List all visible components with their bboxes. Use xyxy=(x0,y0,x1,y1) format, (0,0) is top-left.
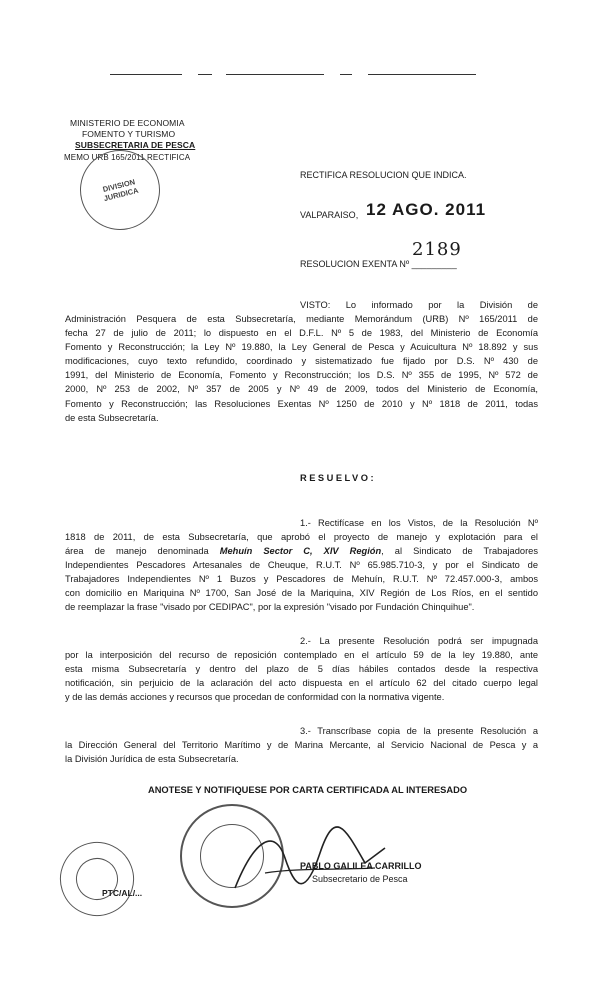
visto-first-line: VISTO: Lo informado por la División de xyxy=(300,300,538,310)
ministry-subtitle: FOMENTO Y TURISMO xyxy=(82,129,176,139)
text-run: , al Sindicato de Trabajadores xyxy=(381,546,538,557)
place-label: VALPARAISO, xyxy=(300,210,359,220)
point-1-line: 1818 de 2011, de esta Subsecretaría, que aprobó el proyecto de manejo y explotación para el xyxy=(65,532,538,542)
point-1-line: con domicilio en Mariquina Nº 1700, San José de la Mariquina, XIV Región de Los Ríos, en el sentido xyxy=(65,588,538,599)
visto-line: Fomento y Reconstrucción; la Ley Nº 19.880, la Ley General de Pesca y Acuicultura Nº 18.892 y sus xyxy=(65,342,538,353)
resolution-number: 2189 xyxy=(412,239,462,260)
resuelvo-heading: RESUELVO: xyxy=(300,473,377,483)
stamp-text: DIVISION JURIDICA xyxy=(101,177,140,204)
point-1-line xyxy=(65,544,538,558)
header-rule xyxy=(368,74,476,75)
closing-formula: ANOTESE Y NOTIFIQUESE POR CARTA CERTIFICADA AL INTERESADO xyxy=(148,785,468,795)
visto-line: 2000, Nº 253 de 2002, Nº 357 de 2005 y Nº 49 de 2009, todos del Ministerio de Economía, xyxy=(65,384,538,395)
point-2-line: notificación, sin perjuicio de la aclaración del acto dispuesta en el artículo 62 del citado cuerpo legal xyxy=(65,678,538,689)
resolution-label xyxy=(300,259,457,269)
visto-line: de esta Subsecretaría. xyxy=(65,412,159,423)
initials: PTC/AL/... xyxy=(102,888,143,898)
point-2-line: y de las demás acciones y recursos que procedan de conformidad con la normativa vigente. xyxy=(65,692,445,703)
visto-line: 1991, del Ministerio de Economía, Fomento y Reconstrucción; los D.S. Nº 355 de 1995, Nº 572 de xyxy=(65,370,538,381)
point-3-line: la División Jurídica de esta Subsecretaría. xyxy=(65,754,239,765)
point-3-paragraph xyxy=(65,738,538,766)
visto-line: Administración Pesquera de esta Subsecretaría, mediante Memorándum (URB) Nº 165/2011 de xyxy=(65,314,538,324)
memo-reference: MEMO URB 165/2011 RECTIFICA xyxy=(64,153,191,162)
header-rule xyxy=(198,74,212,75)
visto-paragraph xyxy=(65,312,538,425)
point-2-line: por la interposición del recurso de reposición contemplado en el artículo 59 de la ley 19.880, ante xyxy=(65,650,538,660)
point-2-paragraph xyxy=(65,648,538,704)
point-1-first-line: 1.- Rectifícase en los Vistos, de la Resolución Nº xyxy=(300,518,538,528)
point-3-line: la Dirección General del Territorio Marítimo y de Marina Mercante, al Servicio Nacional de Pesca y a xyxy=(65,740,538,750)
text-run: área de manejo denominada xyxy=(65,546,220,557)
point-2-line: esta misma Subsecretaría y dentro del plazo de 5 días hábiles contados desde la respectiva xyxy=(65,664,538,675)
visto-line: modificaciones, cuyo texto refundido, coordinado y sistematizado fue fijado por D.S. Nº 430 de xyxy=(65,356,538,367)
point-1-line: Independientes Pescadores Artesanales de Cheuque, R.U.T. Nº 65.985.710-3, y por el Sindicato de xyxy=(65,560,538,571)
point-1-paragraph xyxy=(65,530,538,615)
document-subject: RECTIFICA RESOLUCION QUE INDICA. xyxy=(300,170,467,180)
subsecretaria-seal xyxy=(50,832,145,927)
visto-line: Fomento y Reconstrucción; las Resoluciones Exentas Nº 1250 de 2010 y Nº 1818 de 2011, todas xyxy=(65,398,538,409)
area-name: Mehuín Sector C, XIV Región xyxy=(219,546,382,557)
header-rule xyxy=(226,74,324,75)
point-1-line: de reemplazar la frase "visado por CEDIPAC", por la expresión "visado por Fundación Chinquihue". xyxy=(65,602,475,613)
point-2-first-line: 2.- La presente Resolución podrá ser impugnada xyxy=(300,636,538,646)
signer-name: PABLO GALILEA CARRILLO xyxy=(300,861,422,871)
visto-line: fecha 27 de julio de 2011; lo dispuesto en el D.F.L. Nº 5 de 1983, del Ministerio de Economía xyxy=(65,328,538,339)
point-3-first-line: 3.- Transcríbase copia de la presente Resolución a xyxy=(300,726,538,736)
header-rule xyxy=(340,74,352,75)
header-rule xyxy=(110,74,182,75)
resolution-blank: _________ xyxy=(411,259,457,269)
signer-title: Subsecretario de Pesca xyxy=(312,874,408,884)
ministry-name: MINISTERIO DE ECONOMIA xyxy=(70,118,185,128)
resolution-label-text: RESOLUCION EXENTA Nº xyxy=(300,259,410,269)
point-1-line: Trabajadores Independientes Nº 1 Buzos y Pescadores de Mehuín, R.U.T. Nº 72.457.000-3, ambos xyxy=(65,574,538,585)
subsecretaria-name: SUBSECRETARIA DE PESCA xyxy=(75,140,196,150)
resolution-date: 12 AGO. 2011 xyxy=(366,200,487,219)
